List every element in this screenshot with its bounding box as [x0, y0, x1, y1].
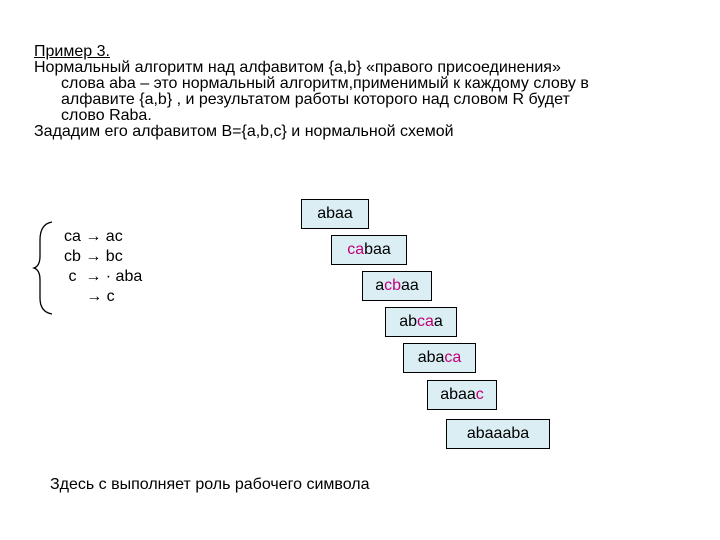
step-highlight: ca: [444, 349, 462, 366]
step-text: aa: [401, 277, 419, 294]
description-line-3: алфавите {a,b} , и результатом работы которого над словом R будет: [61, 91, 570, 108]
step-text: abaa: [317, 205, 353, 222]
step-box-1: [301, 199, 369, 229]
rule-2: cb → bc: [64, 248, 123, 265]
step-text: a: [375, 277, 385, 294]
description-line-1: Нормальный алгоритм над алфавитом {a,b} «правого присоединения»: [34, 59, 561, 76]
step-box-7: [446, 419, 550, 449]
step-highlight: ca: [416, 313, 434, 330]
step-highlight: cb: [384, 277, 401, 294]
step-highlight: ca: [347, 241, 365, 258]
footer-note: Здесь c выполняет роль рабочего символа: [50, 476, 370, 493]
step-box-4: [385, 307, 457, 337]
description-line-2: слова aba – это нормальный алгоритм,применимый к каждому слову в: [61, 75, 589, 92]
rule-4: → c: [64, 288, 115, 305]
left-brace: [32, 220, 54, 316]
step-box-2: [331, 235, 407, 265]
step-box-6: [427, 380, 497, 410]
step-text: abaa: [440, 386, 476, 403]
step-box-3: [362, 271, 432, 301]
step-text: abaaaba: [466, 425, 530, 442]
example-title: Пример 3.: [34, 43, 110, 60]
step-text: baa: [364, 241, 391, 258]
rule-1: ca → ac: [64, 228, 123, 245]
rule-3: c → · aba: [64, 268, 143, 285]
description-line-5: Зададим его алфавитом B={a,b,c} и нормальной схемой: [34, 123, 454, 140]
step-highlight: c: [475, 386, 484, 403]
normal-scheme: [64, 227, 142, 307]
step-text: ab: [399, 313, 417, 330]
step-text: a: [433, 313, 443, 330]
description-block: [34, 44, 589, 140]
step-text: aba: [417, 349, 445, 366]
step-box-5: [403, 343, 476, 373]
description-line-4: слово Raba.: [61, 107, 152, 124]
